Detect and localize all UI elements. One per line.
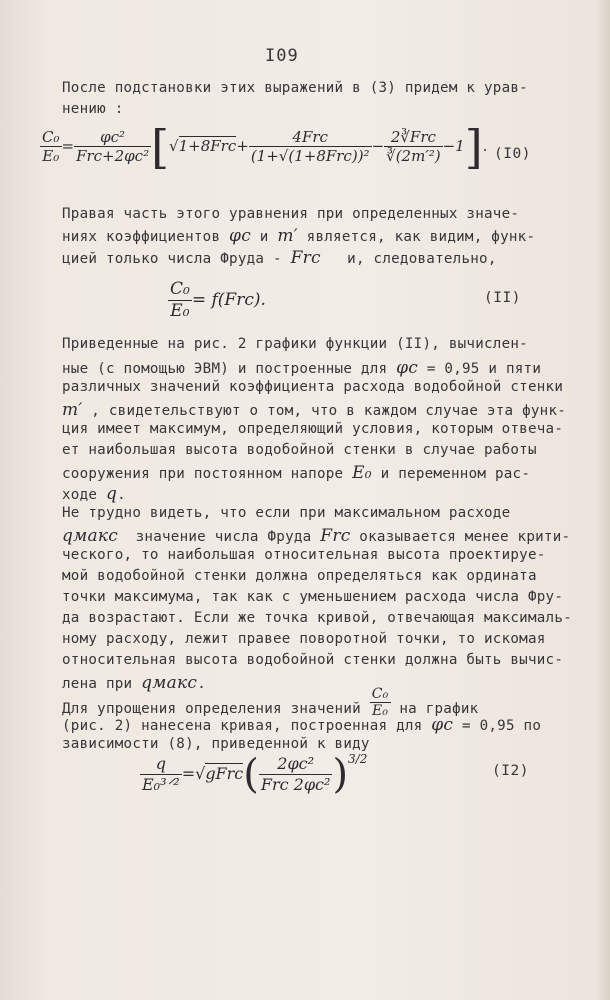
text-line: ходе q. bbox=[62, 484, 126, 504]
text-line: Приведенные на рис. 2 графики функции (II), вычислен- bbox=[62, 336, 528, 352]
text-line: qмакс значение числа Фруда Frc оказывается менее крити- bbox=[62, 526, 571, 546]
equation-12: $\frac{q}{\text{E₀³ᐟ²}}$ =√gFrc( $\frac{\text{2φc²}}{\text{Frc 2φc²}}$ )$^{3/2}$ bbox=[142, 751, 368, 798]
page-number: I09 bbox=[265, 46, 299, 66]
text-line: Не трудно видеть, что если при максимальном расходе bbox=[62, 505, 511, 521]
text-line: ные (с помощью ЭВМ) и построенные для φc = 0,95 и пяти bbox=[62, 358, 542, 378]
text-line: (рис. 2) нанесена кривая, построенная для φc = 0,95 по bbox=[62, 715, 542, 735]
text-line: m′ , свидетельствуют о том, что в каждом случае эта функ- bbox=[62, 400, 567, 420]
inline-fraction: $\frac{\text{C₀}}{\text{E₀}}$ bbox=[371, 686, 389, 720]
text-line: лена при qмакс. bbox=[62, 673, 206, 693]
text-line: Для упрощения определения значений $\frac{\text{C₀}}{\text{E₀}}$ на график bbox=[62, 686, 479, 720]
text-line: ция имеет максимум, определяющий условия, которым отвеча- bbox=[62, 421, 564, 437]
text-line: ниях коэффициентов φc и m′ является, как видим, функ- bbox=[62, 226, 536, 246]
text-line: точки максимума, так как с уменьшением расхода числа Фру- bbox=[62, 589, 564, 605]
text-line: цией только числа Фруда - Frc и, следовательно, bbox=[62, 248, 497, 268]
text-line: ному расходу, лежит правее поворотной точки, то искомая bbox=[62, 631, 546, 647]
text-line: После подстановки этих выражений в (3) придем к урав- bbox=[62, 80, 528, 96]
text-line: мой водобойной стенки должна определяться как ордината bbox=[62, 568, 537, 584]
equation-number: (I2) bbox=[492, 763, 529, 779]
text-line: различных значений коэффициента расхода водобойной стенки bbox=[62, 379, 564, 395]
text-line: Правая часть этого уравнения при определенных значе- bbox=[62, 206, 520, 222]
text-line: сооружения при постоянном напоре E₀ и переменном рас- bbox=[62, 463, 531, 483]
equation-11: $\frac{\text{C₀}}{\text{E₀}}$ = f(Frc). bbox=[170, 279, 266, 321]
text-line: нению : bbox=[62, 101, 124, 117]
page-edge-shadow bbox=[596, 0, 610, 1000]
equation-number: (I0) bbox=[494, 146, 531, 162]
text-line: относительная высота водобойной стенки должна быть вычис- bbox=[62, 652, 564, 668]
text-line: да возрастают. Если же точка кривой, отвечающая максималь- bbox=[62, 610, 572, 626]
text-line: ет наибольшая высота водобойной стенки в случае работы bbox=[62, 442, 537, 458]
equation-10: $\frac{\text{C₀}}{\text{E₀}}$ = $\frac{\text{φc²}}{\text{Frc+2φc²}}$ [√1+8Frc+ $\frac{\text{4Frc}}{\text{(1+√(1+8Frc))²}}$ − $\frac{\text{2∛Frc}}{\text{∛(2m′²)}}$ −1]. bbox=[42, 120, 488, 174]
text-line: ческого, то наибольшая относительная высота проектируе- bbox=[62, 547, 546, 563]
equation-number: (II) bbox=[484, 290, 521, 306]
text-line: зависимости (8), приведенной к виду bbox=[62, 736, 370, 752]
